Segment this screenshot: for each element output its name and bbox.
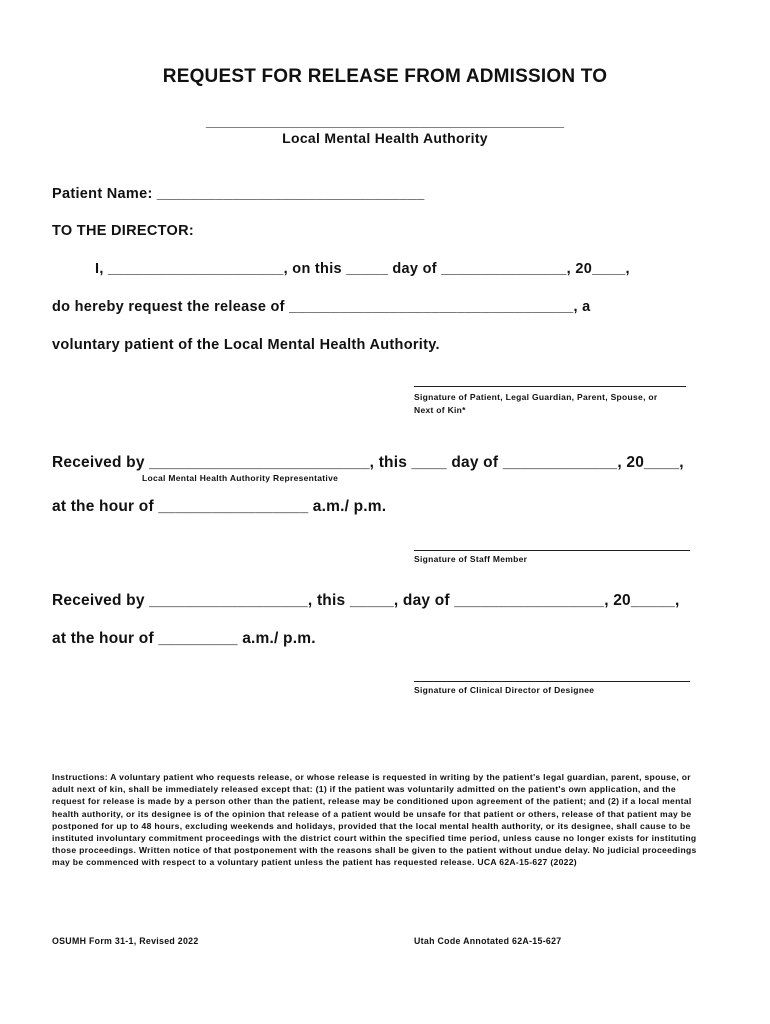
instructions-paragraph: Instructions: A voluntary patient who requests release, or whose release is requested in writing by the patient's legal guardian, parent, spouse, or adult next of kin, shall be immediately released except that: (1) if the patient was voluntarily admitted on the patient's own application, and the request for release is made by a person other than the patient, release may be conditioned upon agreement of the patient; and (2) if a local mental health authority, or its designee is of the opinion that release of a patient would be unsafe for that patient or others, release of that patient may be postponed for up to 48 hours, excluding weekends and holidays, provided that the local mental health authority, or its designee, shall cause to be instituted involuntary commitment proceedings with the district court within the specified time period, unless cause no longer exists for instituting those proceedings. Written notice of that postponement with the reasons shall be given to the patient without undue delay. No judicial proceedings may be commenced with respect to a voluntary patient unless the patient has requested release. UCA 62A-15-627 (2022) [52, 772, 697, 868]
to-director-heading: TO THE DIRECTOR: [52, 223, 195, 239]
hour-line-2[interactable]: at the hour of _________ a.m./ p.m. [52, 630, 316, 647]
patient-signature-label-2: Next of Kin* [414, 405, 466, 415]
request-line-2[interactable]: do hereby request the release of __________________________________, a [52, 299, 591, 315]
request-line-3: voluntary patient of the Local Mental Health Authority. [52, 337, 440, 353]
authority-label: Local Mental Health Authority [282, 130, 488, 146]
clinical-director-signature-line[interactable] [414, 681, 690, 682]
patient-signature-label: Signature of Patient, Legal Guardian, Parent, Spouse, or [414, 392, 658, 402]
request-line-1[interactable]: I, _____________________, on this _____ day of _______________, 20____, [95, 261, 630, 277]
patient-name-field[interactable]: Patient Name: ________________________________ [52, 186, 425, 202]
staff-signature-label: Signature of Staff Member [414, 554, 528, 564]
representative-label: Local Mental Health Authority Representative [142, 473, 339, 483]
authority-name-blank[interactable]: ______________________________________________ [205, 113, 565, 129]
footer-form-number: OSUMH Form 31-1, Revised 2022 [52, 936, 199, 946]
clinical-director-signature-label: Signature of Clinical Director of Designee [414, 685, 595, 695]
received-by-line-1[interactable]: Received by _________________________, this ____ day of _____________, 20____, [52, 454, 684, 471]
footer-code-reference: Utah Code Annotated 62A-15-627 [414, 936, 562, 946]
hour-line-1[interactable]: at the hour of _________________ a.m./ p.m. [52, 498, 387, 515]
received-by-line-2[interactable]: Received by __________________, this _____, day of _________________, 20_____, [52, 592, 680, 609]
form-title: REQUEST FOR RELEASE FROM ADMISSION TO [162, 66, 608, 87]
patient-signature-line[interactable] [414, 386, 686, 387]
staff-signature-line[interactable] [414, 550, 690, 551]
